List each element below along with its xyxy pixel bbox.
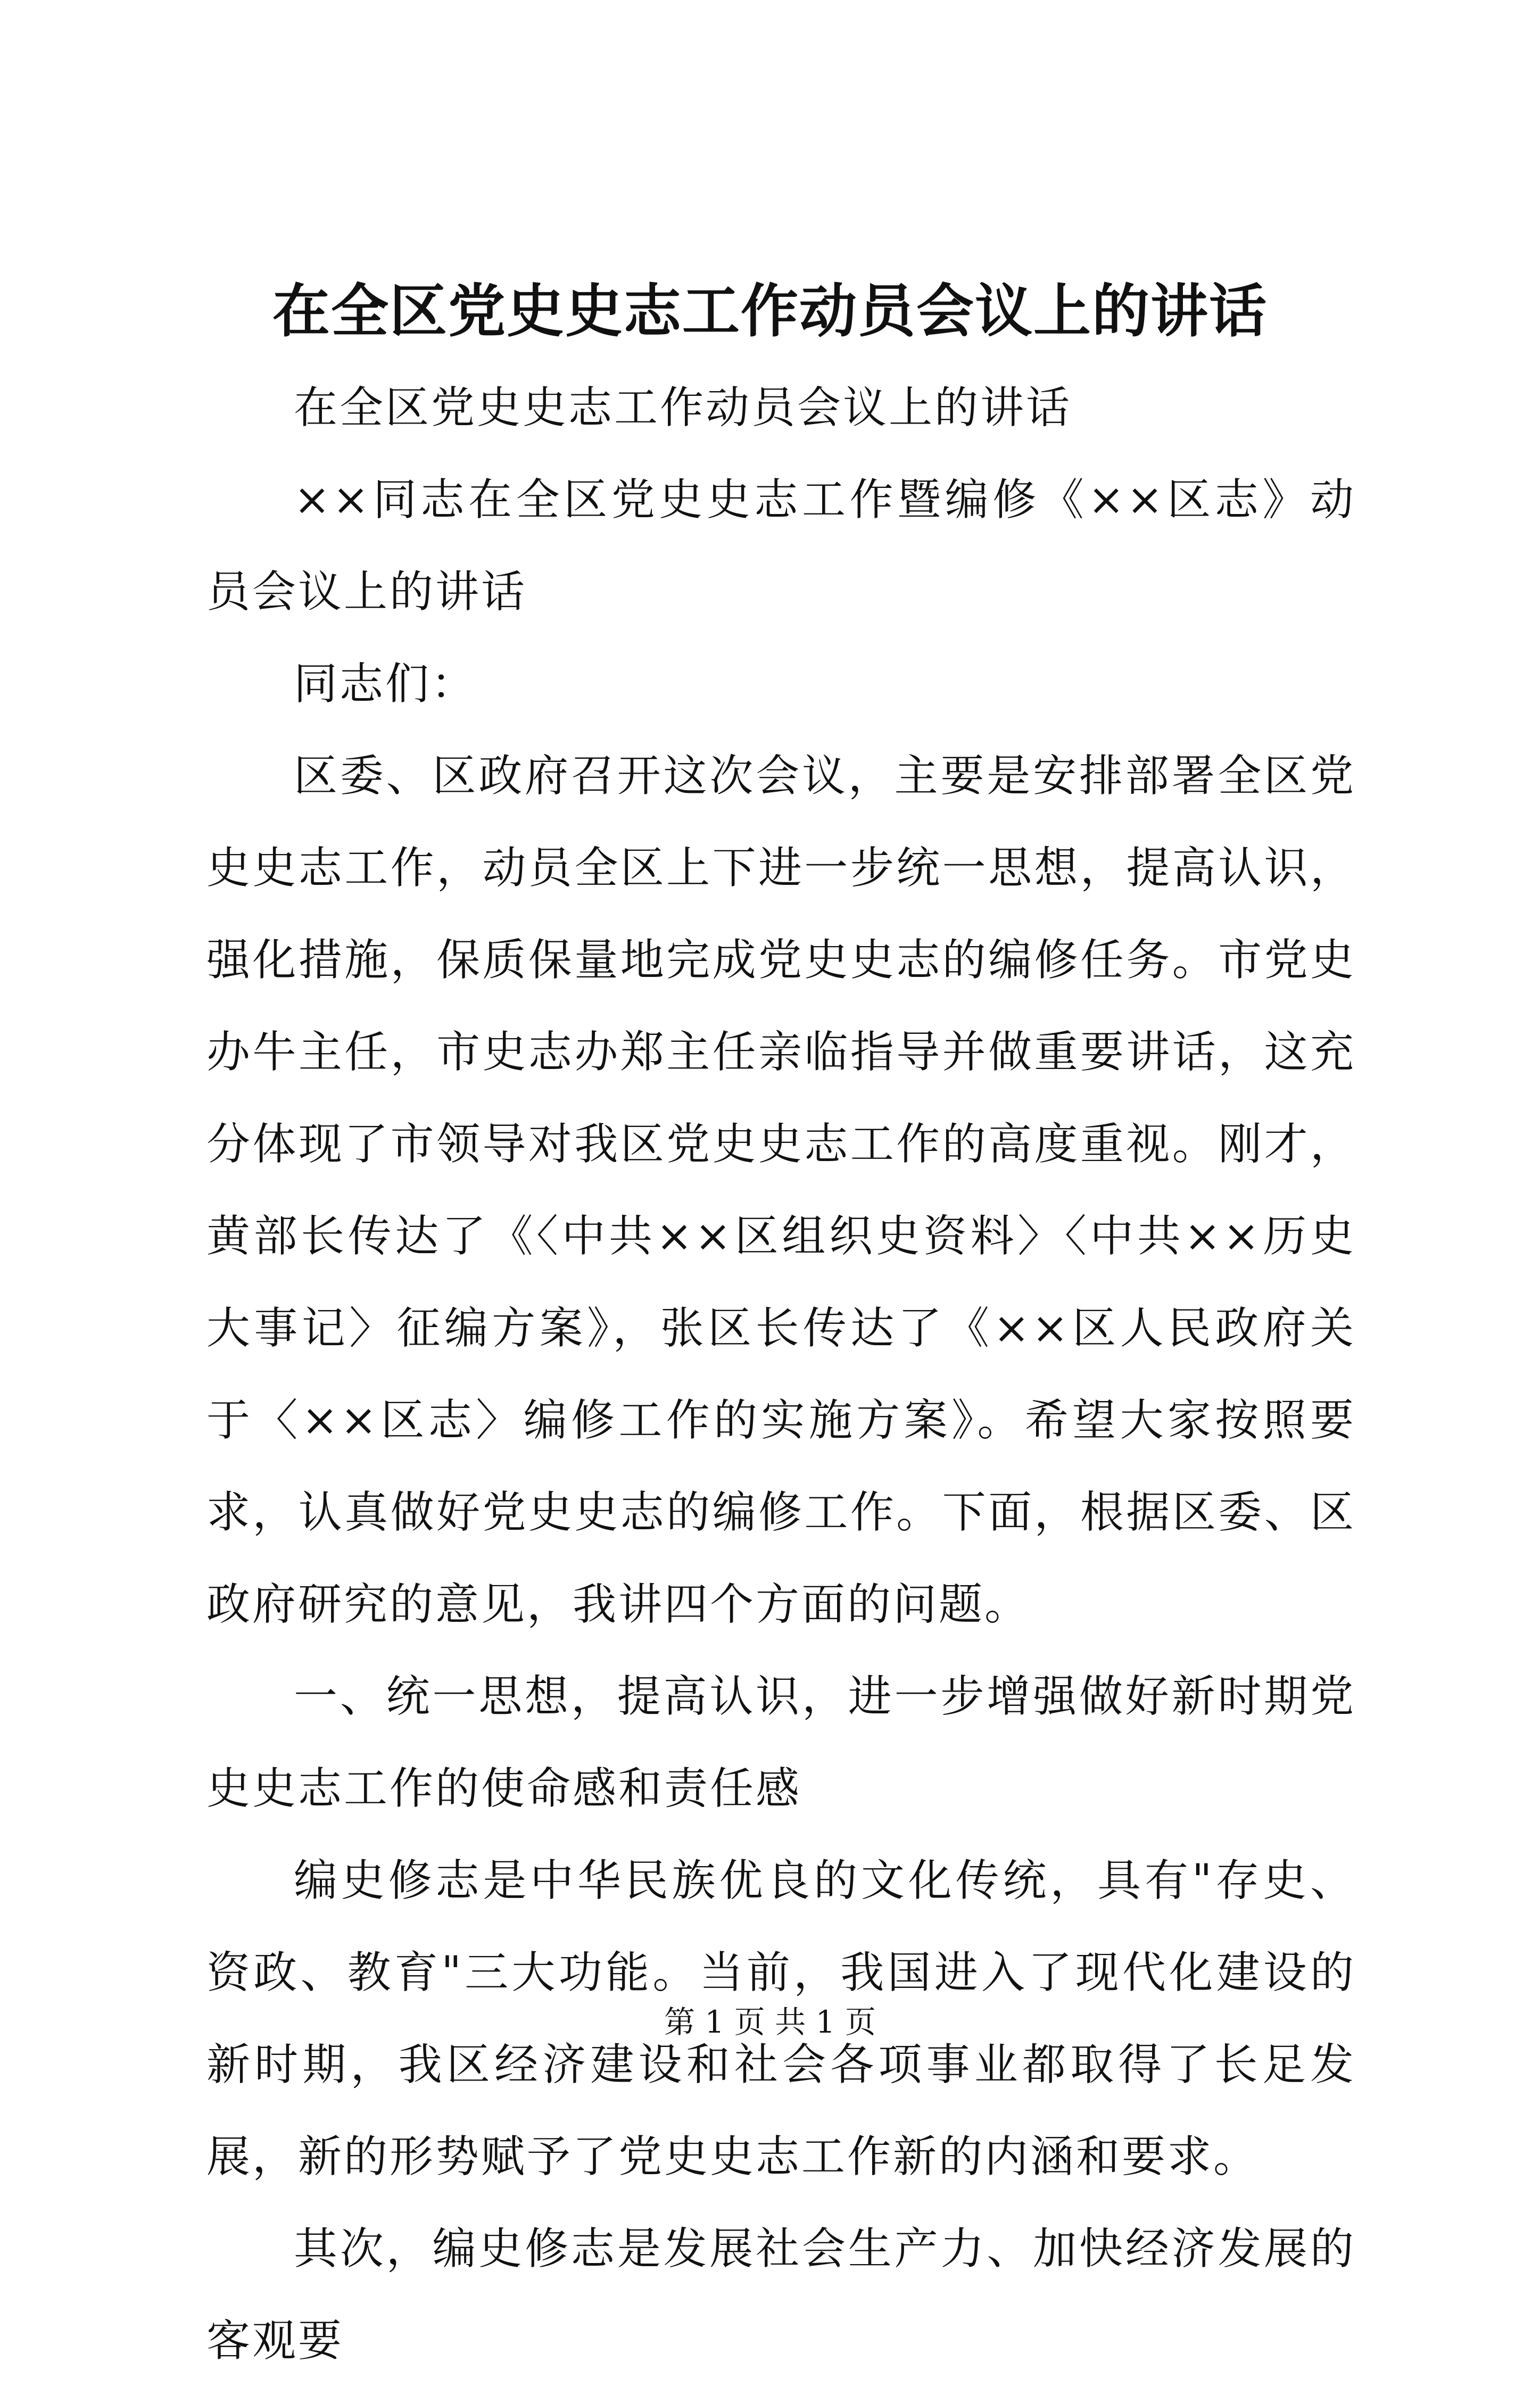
paragraph-speech-heading: ××同志在全区党史史志工作暨编修《××区志》动员会议上的讲话 [206, 475, 1356, 617]
document-body [206, 362, 1356, 2387]
paragraph-salutation: 同志们： [294, 659, 477, 709]
paragraph-tradition: 编史修志是中华民族优良的文化传统，具有"存史、资政、教育"三大功能。当前，我国进入了现代化建设的新时期，我区经济建设和社会各项事业都取得了长足发展，新的形势赋予了党史史志工作新的内涵和要求。 [206, 1855, 1356, 2182]
paragraph-secondly: 其次，编史修志是发展社会生产力、加快经济发展的客观要 [206, 2224, 1356, 2366]
paragraph-intro: 区委、区政府召开这次会议，主要是安排部署全区党史史志工作，动员全区上下进一步统一思想，提高认识，强化措施，保质保量地完成党史史志的编修任务。市党史办牛主任，市史志办郑主任亲临指导并做重要讲话，这充分体现了市领导对我区党史史志工作的高度重视。刚才，黄部长传达了《〈中共××区组织史资料〉〈中共××历史大事记〉征编方案》，张区长传达了《××区人民政府关于〈××区志〉编修工作的实施方案》。希望大家按照要求，认真做好党史史志的编修工作。下面，根据区委、区政府研究的意见，我讲四个方面的问题。 [206, 751, 1356, 1630]
paragraph-section-heading-1: 一、统一思想，提高认识，进一步增强做好新时期党史史志工作的使命感和责任感 [206, 1671, 1356, 1814]
paragraph-subtitle: 在全区党史史志工作动员会议上的讲话 [294, 383, 1072, 433]
document-title: 在全区党史史志工作动员会议上的讲话 [272, 278, 1268, 345]
page-footer: 第 1 页 共 1 页 [664, 2004, 876, 2040]
